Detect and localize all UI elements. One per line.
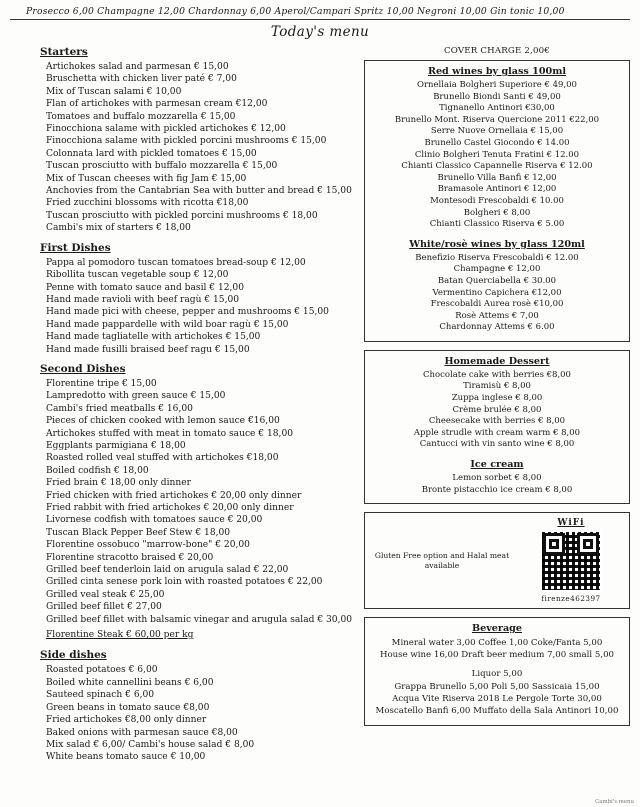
list-item: Hand made fusilli braised beef ragu € 15,00 — [46, 344, 250, 355]
list-item: Pieces of chicken cooked with lemon sauce €16,00 — [46, 416, 280, 427]
list-item: Roasted potatoes € 6,00 — [46, 665, 158, 676]
list-item: Tuscan Black Pepper Beef Stew € 18,00 — [46, 527, 231, 538]
list-item: Brunello Villa Banfi € 12,00 — [437, 172, 557, 183]
dietary-note: Gluten Free option and Halal meat available — [374, 550, 510, 570]
list-item: Anchovies from the Cantabrian Sea with butter and bread € 15,00 — [46, 186, 352, 197]
dessert-box — [364, 350, 630, 504]
list-item: Florentine ossobuco "marrow-bone" € 20,00 — [46, 540, 250, 551]
beverage-box — [364, 617, 630, 726]
list-item: Finocchiona salame with pickled artichokes € 12,00 — [46, 124, 286, 135]
list-item: Livornese codfish with tomatoes sauce € 20,00 — [46, 515, 263, 526]
list-item: Lampredotto with green sauce € 15,00 — [46, 391, 226, 402]
side-dishes-block — [10, 649, 356, 763]
white-wines-title: White/rosè wines by glass 120ml — [409, 238, 585, 250]
list-item: Batan Querciabella € 30.00 — [437, 275, 557, 286]
list-item: Zuppa inglese € 8,00 — [451, 393, 543, 404]
dessert-list — [371, 370, 623, 451]
list-item: Hand made ravioli with beef ragù € 15,00 — [46, 294, 240, 305]
list-item: Bruschetta with chicken liver paté € 7,00 — [46, 74, 237, 85]
section-title-first-dishes: First Dishes — [40, 241, 111, 254]
section-title-second-dishes: Second Dishes — [40, 362, 126, 375]
list-item: Mix of Tuscan salami € 10,00 — [46, 86, 182, 97]
list-item: Rosè Attems € 7,00 — [455, 310, 539, 321]
list-item: Chianti Classico Capannelle Riserva € 12.00 — [401, 161, 593, 172]
red-wines-list — [371, 80, 623, 231]
liquor-title: Liquor 5,00 — [471, 668, 523, 679]
menu-columns — [10, 46, 630, 764]
list-item: Ribollita tuscan vegetable soup € 12,00 — [46, 270, 229, 281]
list-item: Grilled beef fillet with balsamic vinegar and arugula salad € 30,00 — [46, 614, 353, 625]
list-item: Green beans in tomato sauce €8,00 — [46, 702, 210, 713]
list-item: Chardonnay Attems € 6.00 — [439, 322, 555, 333]
list-item: Grilled cinta senese pork loin with roasted potatoes € 22,00 — [46, 577, 323, 588]
list-item: Colonnata lard with pickled tomatoes € 15,00 — [46, 148, 257, 159]
list-item: Bolgheri € 8,00 — [463, 207, 531, 218]
list-item: Florentine stracotto braised € 20,00 — [46, 552, 214, 563]
white-wines-list — [371, 253, 623, 334]
list-item: Eggplants parmigiana € 18,00 — [46, 440, 186, 451]
list-item: Finocchiona salame with pickled porcini mushrooms € 15,00 — [46, 136, 327, 147]
section-title-side-dishes: Side dishes — [40, 649, 107, 662]
list-item: Fried chicken with fried artichokes € 20,00 only dinner — [46, 490, 302, 501]
list-item: Florentine tripe € 15,00 — [46, 378, 157, 389]
left-column — [10, 46, 356, 764]
aperitif-line: Prosecco 6,00 Champagne 12,00 Chardonnay 6,00 Aperol/Campari Spritz 10,00 Negroni 10,00 Gin tonic 10,00 — [26, 6, 565, 17]
list-item: Apple strudle with cream warm € 8,00 — [413, 427, 581, 438]
list-item: Bramasole Antinori € 12,00 — [437, 184, 557, 195]
header-divider — [10, 19, 630, 20]
list-item: Montesodi Frescobaldi € 10.00 — [430, 195, 564, 206]
list-item: Brunello Castel Giocondo € 14.00 — [424, 137, 570, 148]
list-item: Vermentino Capichera €12,00 — [432, 287, 562, 298]
list-item: Serre Nuove Ornellaia € 15,00 — [430, 126, 564, 137]
list-item: Acqua Vite Riserva 2018 Le Pergole Torte 30,00 — [392, 693, 602, 704]
dessert-title: Homemade Dessert — [444, 355, 550, 367]
wifi-section — [519, 518, 623, 603]
qr-code-icon[interactable] — [540, 530, 602, 592]
list-item: Artichokes stuffed with meat in tomato sauce € 18,00 — [46, 428, 294, 439]
list-item: Hand made pici with cheese, pepper and mushrooms € 15,00 — [46, 307, 329, 318]
list-item: Hand made pappardelle with wild boar ragù € 15,00 — [46, 319, 289, 330]
list-item: Lemon sorbet € 8,00 — [452, 473, 542, 484]
list-item: Mineral water 3,00 Coffee 1,00 Coke/Fanta 5,00 — [391, 638, 603, 649]
list-item: Cheesecake with berries € 8,00 — [428, 416, 566, 427]
section-title-starters: Starters — [40, 46, 88, 58]
list-item: Fried rabbit with fried artichokes € 20,00 only dinner — [46, 503, 294, 513]
list-item: Artichokes salad and parmesan € 15,00 — [46, 62, 229, 72]
list-item: Tomatoes and buffalo mozzarella € 15,00 — [46, 111, 236, 122]
corner-note: Cambi's menu — [595, 799, 634, 805]
list-item: Chianti Classico Riserva € 5.00 — [429, 219, 565, 230]
cover-charge: COVER CHARGE 2,00€ — [444, 46, 550, 56]
florentine-steak-highlight: Florentine Steak € 60,00 per kg — [46, 630, 194, 641]
list-item: Tiramisù € 8,00 — [463, 381, 531, 392]
list-item: Chocolate cake with berries €8,00 — [423, 369, 571, 380]
list-item: Brunello Biondi Santi € 49,00 — [433, 91, 561, 102]
list-item: Grappa Brunello 5,00 Poli 5,00 Sassicaia 15,00 — [394, 681, 600, 692]
right-column — [364, 46, 630, 726]
list-item: Tignanello Antinori €30,00 — [439, 103, 555, 114]
beverage-list — [371, 637, 623, 661]
list-item: Crème brulée € 8,00 — [452, 404, 542, 415]
list-item: Grilled veal steak € 25,00 — [46, 589, 165, 600]
second-dishes-list — [10, 378, 356, 642]
list-item: Grilled beef tenderloin laid on arugula salad € 22,00 — [46, 565, 289, 576]
wines-by-glass-box — [364, 60, 630, 342]
red-wines-title: Red wines by glass 100ml — [427, 66, 566, 77]
beverage-title: Beverage — [472, 623, 522, 635]
list-item: Fried artichokes €8,00 only dinner — [46, 715, 207, 726]
wifi-label: WiFi — [557, 518, 585, 529]
wifi-password: firenze462397 — [541, 594, 601, 604]
list-item: Tuscan prosciutto with pickled porcini mushrooms € 18,00 — [46, 210, 318, 221]
list-item: Moscatello Banfi 6,00 Muffato della Sala Antinori 10,00 — [375, 706, 619, 717]
list-item: Boiled white cannellini beans € 6,00 — [46, 677, 214, 688]
list-item: Sauteed spinach € 6,00 — [46, 690, 155, 701]
list-item: Mix of Tuscan cheeses with fig Jam € 15,00 — [46, 173, 247, 184]
list-item: Roasted rolled veal stuffed with artichokes €18,00 — [46, 453, 279, 464]
list-item: Clinio Bolgheri Tenuta Fratini € 12.00 — [414, 149, 580, 160]
ice-cream-title: Ice cream — [470, 459, 524, 471]
list-item: Boiled codfish € 18,00 — [46, 465, 149, 476]
list-item: Fried brain € 18,00 only dinner — [46, 478, 191, 489]
list-item: Ornellaia Bolgheri Superiore € 49,00 — [417, 80, 577, 90]
ice-cream-list — [371, 473, 623, 496]
list-item: Cambi's fried meatballs € 16,00 — [46, 403, 193, 414]
list-item: Pappa al pomodoro tuscan tomatoes bread-soup € 12,00 — [46, 257, 306, 268]
list-item: Baked onions with parmesan sauce €8,00 — [46, 727, 238, 738]
list-item: Champagne € 12,00 — [453, 264, 541, 275]
list-item: Cambi's mix of starters € 18,00 — [46, 223, 191, 234]
list-item: White beans tomato sauce € 10,00 — [46, 752, 206, 763]
page-title: Today's menu — [270, 24, 370, 40]
liquor-list — [371, 681, 623, 718]
first-dishes-list — [10, 257, 356, 356]
list-item: Bronte pistacchio ice cream € 8,00 — [421, 484, 573, 495]
list-item: House wine 16,00 Draft beer medium 7,00 small 5,00 — [379, 650, 615, 661]
starters-list — [10, 61, 356, 235]
list-item: Grilled beef fillet € 27,00 — [46, 602, 162, 613]
list-item: Penne with tomato sauce and basil € 12,00 — [46, 282, 244, 293]
side-dishes-list — [10, 664, 356, 763]
list-item: Hand made tagliatelle with artichokes € 15,00 — [46, 332, 261, 343]
list-item: Benefizio Riserva Frescobaldi € 12.00 — [415, 252, 579, 263]
list-item: Frescobaldi Aurea rosè €10,00 — [430, 299, 564, 310]
list-item: Mix salad € 6,00/ Cambi's house salad € 8,00 — [46, 739, 255, 750]
list-item: Tuscan prosciutto with buffalo mozzarella € 15,00 — [46, 161, 278, 172]
list-item: Fried zucchini blossoms with ricotta €18,00 — [46, 198, 249, 209]
list-item: Cantucci with vin santo wine € 8,00 — [419, 439, 575, 450]
list-item: Brunello Mont. Riserva Quercione 2011 €22,00 — [394, 114, 600, 125]
wifi-box — [364, 512, 630, 609]
list-item: Flan of artichokes with parmesan cream €12,00 — [46, 99, 268, 110]
